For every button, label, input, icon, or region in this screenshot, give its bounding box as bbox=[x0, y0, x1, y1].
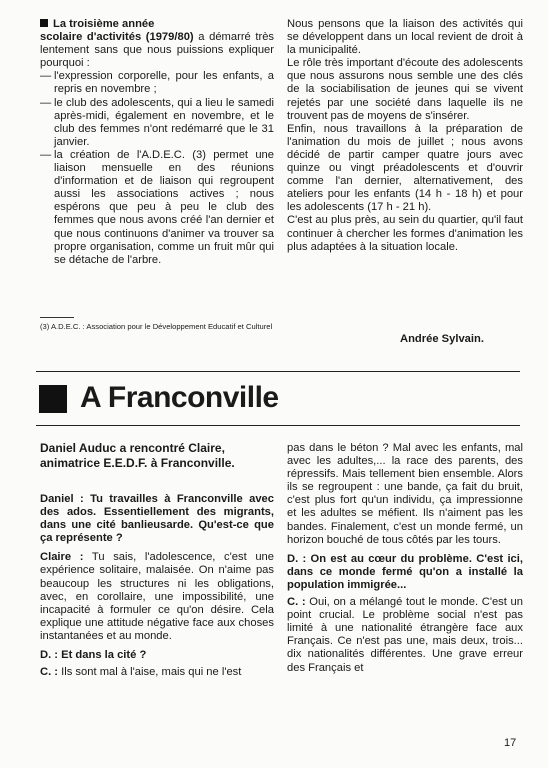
bullet-item: — le club des adolescents, qui a lieu le samedi après-midi, également en novembre, et le club des femmes n'ont redémarré que le 31 janvier. bbox=[40, 96, 274, 148]
footnote-rule bbox=[40, 317, 74, 318]
question: Daniel : Tu travailles à Franconville avec des ados. Essentiellement des migrants, dans une cité banlieusarde. Qu'est-ce que ça représente ? bbox=[40, 493, 274, 545]
page-number: 17 bbox=[504, 737, 517, 749]
section-rule-top bbox=[36, 371, 520, 372]
paragraph: Nous pensons que la liaison des activités qui se développent dans un local revient de droit à la municipalité. bbox=[287, 18, 523, 57]
answer-continued: pas dans le béton ? Mal avec les enfants, mal avec les adultes,... la race des parents, des répressifs. Mais tellement bien ensemble. Alors ils se regroupent : une bande, ça fait du bruit, c'est plus fort qu'un individu, ça impressionne et les adultes se méfient. Ils n'aiment pas les bandes. Finalement, c'est un monde fermé, un horizon bouché de tous côtés par les tours. bbox=[287, 442, 523, 546]
top-right-column bbox=[287, 18, 523, 254]
question: D. : Et dans la cité ? bbox=[40, 649, 147, 662]
paragraph: C'est au plus près, au sein du quartier, qu'il faut continuer à chercher les formes d'animation les plus adaptées à la situation locale. bbox=[287, 214, 523, 253]
bullet-item: — l'expression corporelle, pour les enfants, a repris en novembre ; bbox=[40, 70, 274, 96]
footnote: (3) A.D.E.C. : Association pour le Développement Educatif et Culturel bbox=[40, 322, 273, 331]
intro-text: Daniel Auduc a rencontré Claire, animatrice E.E.D.F. à Franconville. bbox=[40, 441, 235, 470]
top-left-column bbox=[40, 18, 274, 267]
third-year-paragraph: scolaire d'activités (1979/80) a démarré très lentement sans que nous puissions expliquer pourquoi : bbox=[40, 31, 275, 70]
paragraph: Le rôle très important d'écoute des adolescents que nous assurons nous semble une des clés de la sociabilisation de jeunes qui se vivent rejetés par une société dans laquelle ils ne trouvent pas de moyens de s'insérer. bbox=[287, 57, 523, 122]
bullet-item: — la création de l'A.D.E.C. (3) permet une liaison mensuelle en des réunions d'information et de liaison qui regroupent aussi les associations actives ; nous espérons que peu à peu le club des femmes que nous avons créé l'an dernier et que nous continuons d'animer va trouver sa propre organisation, comme un fruit mûr qui se détache de l'arbre. bbox=[40, 148, 274, 266]
question: D. : On est au cœur du problème. C'est ici, dans ce monde fermé qu'on a installé la population immigrée... bbox=[287, 552, 523, 591]
bottom-right-column bbox=[287, 442, 523, 675]
section-square-icon bbox=[39, 385, 67, 413]
bottom-left-column bbox=[40, 441, 274, 679]
square-bullet-icon bbox=[40, 19, 48, 27]
section-rule-bottom bbox=[36, 425, 520, 426]
answer: C. : Oui, on a mélangé tout le monde. C'est un point crucial. Le problème social n'est pas limité à une nationalité étrangère face aux Français. Ce n'est pas une, mais deux, trois... dix nationalités différentes. Une grave erreur des Français et bbox=[287, 596, 523, 674]
third-year-heading: La troisième année bbox=[40, 18, 274, 31]
answer: C. : Ils sont mal à l'aise, mais qui ne l'est bbox=[40, 666, 242, 679]
paragraph: Enfin, nous travaillons à la préparation de l'animation du mois de juillet ; nous avons décidé de partir camper quatre jours avec quinze ou vingt préadolescents et d'ouvrir comme l'an dernier, alternativement, des ateliers pour les enfants (14 h - 18 h) et pour les adolescents (17 h - 21 h). bbox=[287, 122, 523, 214]
signature: Andrée Sylvain. bbox=[400, 333, 484, 345]
answer: Claire : Tu sais, l'adolescence, c'est une expérience solitaire, malaisée. On n'aime pas beaucoup les structures ni les obligations, avec, en corollaire, une impossibilité, une incapacité à formuler ce qu'on désire. Cela explique une attitude négative face aux choses instantanées et au monde. bbox=[40, 551, 275, 642]
section-title: A Franconville bbox=[80, 381, 279, 414]
